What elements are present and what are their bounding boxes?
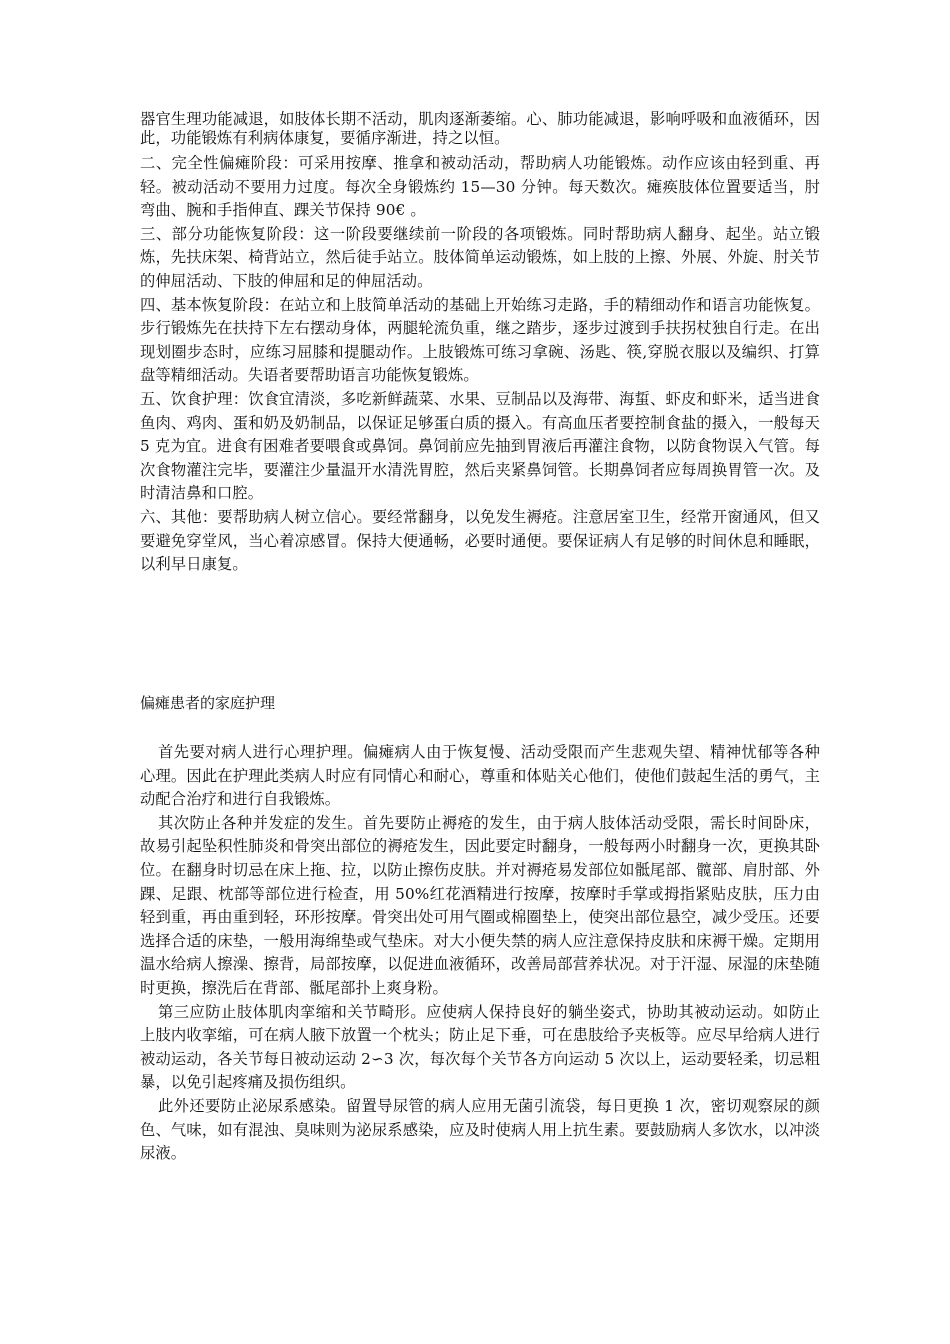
paragraph-stage-3: 三、部分功能恢复阶段：这一阶段要继续前一阶段的各项锻炼。同时帮助病人翻身、起坐。站立锻炼，先扶床架、椅背站立，然后徒手站立。肢体简单运动锻炼，如上肢的上擦、外展、外旋、肘关节的伸屈活动、下肢的伸屈和足的伸屈活动。 <box>140 224 820 290</box>
paragraph-other: 六、其他：要帮助病人树立信心。要经常翻身，以免发生褥疮。注意居室卫生，经常开窗通风，但又要避免穿堂风，当心着凉感冒。保持大便通畅，必要时通便。要保证病人有足够的时间休息和睡眠，以利早日康复。 <box>140 507 820 574</box>
paragraph-psychology: 首先要对病人进行心理护理。偏瘫病人由于恢复慢、活动受限而产生悲观失望、精神忧郁等各种心理。因此在护理此类病人时应有同情心和耐心，尊重和体贴关心他们，使他们鼓起生活的勇气，主动配合治疗和进行自我锻炼。 <box>140 743 820 809</box>
paragraph-intro: 器官生理功能减退，如肢体长期不活动，肌肉逐渐萎缩。心、肺功能减退，影响呼吸和血液循环，因此，功能锻炼有利病体康复，要循序渐进，持之以恒。 <box>140 110 820 147</box>
paragraph-stage-4: 四、基本恢复阶段：在站立和上肢简单活动的基础上开始练习走路，手的精细动作和语言功能恢复。步行锻炼先在扶持下左右摆动身体，两腿轮流负重，继之踏步，逐步过渡到手扶拐杖独自行走。在出现划圈步态时，应练习屈膝和提腿动作。上肢锻炼可练习拿碗、汤匙、筷,穿脱衣服以及编织、打算盘等精细活动。失语者要帮助语言功能恢复锻炼。 <box>140 295 820 385</box>
paragraph-diet: 五、饮食护理：饮食宜清淡，多吃新鲜蔬菜、水果、豆制品以及海带、海蜇、虾皮和虾米，适当进食鱼肉、鸡肉、蛋和奶及奶制品，以保证足够蛋白质的摄入。有高血压者要控制食盐的摄入，一般每天 5 克为宜。进食有困难者要喂食或鼻饲。鼻饲前应先抽到胃液后再灌注食物，以防食物误入气管。每次食物灌注完毕，要灌注少量温开水清洗胃腔，然后夹紧鼻饲管。长期鼻饲者应每周换胃管一次。及时清洁鼻和口腔。 <box>140 389 820 503</box>
paragraph-complications: 其次防止各种并发症的发生。首先要防止褥疮的发生，由于病人肢体活动受限，需长时间卧床，故易引起坠积性肺炎和骨突出部位的褥疮发生，因此要定时翻身，一般每两小时翻身一次，更换其卧位。在翻身时切忌在床上拖、拉，以防止擦伤皮肤。并对褥疮易发部位如骶尾部、髋部、肩肘部、外踝、足跟、枕部等部位进行检查，用 50%红花酒精进行按摩，按摩时手掌或拇指紧贴皮肤，压力由轻到重，再由重到轻，环形按摩。骨突出处可用气圈或棉圈垫上，使突出部位悬空，减少受压。还要选择合适的床垫，一般用海绵垫或气垫床。对大小便失禁的病人应注意保持皮肤和床褥干燥。定期用温水给病人擦澡、擦背，局部按摩，以促进血液循环，改善局部营养状况。对于汗湿、尿湿的床垫随时更换，擦洗后在背部、骶尾部扑上爽身粉。 <box>140 813 820 997</box>
top-section <box>140 110 820 577</box>
paragraph-urinary: 此外还要防止泌尿系感染。留置导尿管的病人应用无菌引流袋，每日更换 1 次，密切观察尿的颜色、气味，如有混浊、臭味则为泌尿系感染，应及时使病人用上抗生素。要鼓励病人多饮水，以冲淡尿液。 <box>140 1096 820 1163</box>
paragraph-stage-2: 二、完全性偏瘫阶段：可采用按摩、推拿和被动活动，帮助病人功能锻炼。动作应该由轻到重、再轻。被动活动不要用力过度。每次全身锻炼约 15—30 分钟。每天数次。瘫痪肢体位置要适当，肘弯曲、腕和手指伸直、踝关节保持 90€ 。 <box>140 154 820 220</box>
paragraph-contracture: 第三应防止肢体肌肉挛缩和关节畸形。应使病人保持良好的躺坐姿式，协助其被动运动。如防止上肢内收挛缩，可在病人腋下放置一个枕头；防止足下垂，可在患肢给予夹板等。应尽早给病人进行被动运动，各关节每日被动运动 2∽3 次，每次每个关节各方向运动 5 次以上，运动要轻柔，切忌粗暴，以免引起疼痛及损伤组织。 <box>140 1002 820 1092</box>
article-body <box>140 741 820 1166</box>
article-title: 偏瘫患者的家庭护理 <box>140 694 276 712</box>
